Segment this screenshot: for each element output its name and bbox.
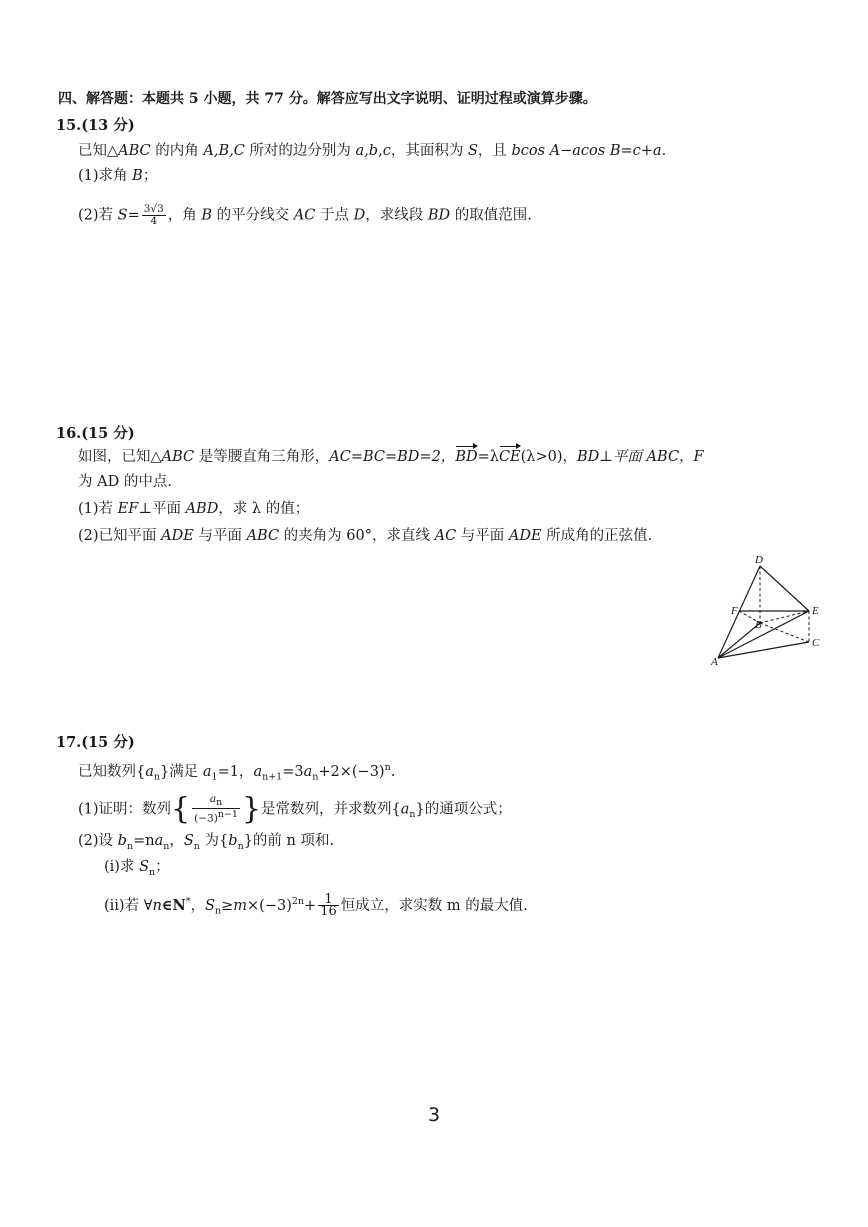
edge-de xyxy=(760,566,809,611)
q17-pii-m: m xyxy=(233,897,248,914)
q17-stem-an1-sub: n+1 xyxy=(262,771,283,783)
q16-vector-ce: CE xyxy=(498,449,521,465)
q15-p2-bd: BD xyxy=(427,207,451,224)
q16-part1 xyxy=(78,500,309,518)
q17-stem-eq3: +2×(−3) xyxy=(318,763,385,780)
q17-pii-end: 恒成立，求实数 m 的最大值. xyxy=(340,897,528,914)
q16-stem1-abc: ABC xyxy=(161,449,195,465)
q15-stem-sides: a,b,c xyxy=(355,143,391,159)
q15-stem-angles: A,B,C xyxy=(203,143,245,159)
q16-p1-mid: ⊥平面 xyxy=(138,501,186,517)
q17-p2-bn: b xyxy=(117,833,127,849)
q17-pi-prefix: (i)求 xyxy=(104,859,140,875)
q17-p1-mid: 是常数列，并求数列{ xyxy=(261,801,401,818)
q15-stem-s: S xyxy=(467,143,478,159)
q17-p1-frac-num-a: a xyxy=(209,793,217,805)
q17-pii-prefix: (ii)若 ∀ xyxy=(104,897,153,914)
edge-ab xyxy=(718,623,760,658)
q17-stem-an-sub: n xyxy=(153,771,161,783)
q16-header: 16.(15 分) xyxy=(56,425,135,442)
q15-p2-ac: AC xyxy=(293,207,316,224)
q17-pii-frac-num: 1 xyxy=(318,894,339,906)
q17-p1-an: a xyxy=(400,801,410,818)
q17-pii-times: ×(−3) xyxy=(247,897,292,914)
q17-p1-frac-den-base: (−3) xyxy=(194,812,218,825)
q15-stem-mid4: ，且 xyxy=(477,143,512,159)
page-number: 3 xyxy=(427,1104,441,1126)
q16-p1-prefix: (1)若 xyxy=(78,501,118,517)
q15-p2-frac-den: 4 xyxy=(150,215,158,227)
q15-part1 xyxy=(78,167,157,185)
q16-stem1-eq2: =λ xyxy=(477,449,499,465)
q17-p1-end: }的通项公式； xyxy=(415,801,512,818)
q16-stem2-end: 为 AD 的中点. xyxy=(78,474,172,490)
q17-p1-an-sub: n xyxy=(409,809,416,821)
q15-p1-end: ； xyxy=(142,168,158,184)
q15-p2-prefix: (2)若 xyxy=(78,207,118,224)
q15-stem-mid3: ，其面积为 xyxy=(390,143,468,159)
q16-p2-ade2: ADE xyxy=(508,528,542,544)
q17-p2-eq: =n xyxy=(133,833,155,849)
q15-p2-s: S= xyxy=(117,207,140,224)
q17-pii-sn-sub: n xyxy=(214,905,222,917)
q17-stem-prefix: 已知数列{ xyxy=(78,763,146,780)
q17-p2-bn-sub: n xyxy=(126,840,134,852)
q16-geometry-figure xyxy=(705,550,835,670)
q15-p2-frac-num: 3√3 xyxy=(143,203,164,215)
q16-stem1-eq: AC=BC=BD=2， xyxy=(329,449,456,465)
q16-p1-end: ，求 λ 的值； xyxy=(218,501,310,517)
q16-stem1-prefix: 如图，已知△ xyxy=(78,449,162,465)
q16-p1-ef: EF xyxy=(117,501,139,517)
q15-stem-eq: bcos A−acos B=c+a xyxy=(511,143,662,159)
q17-stem-a1-sub: 1 xyxy=(211,771,218,783)
label-f: F xyxy=(731,605,738,617)
q15-p2-d: D xyxy=(353,207,366,224)
q17-pii-n: n xyxy=(152,897,162,914)
label-e: E xyxy=(812,605,819,617)
q15-stem-mid2: 所对的边分别为 xyxy=(244,143,356,159)
q15-stem-end: . xyxy=(661,143,667,159)
q17-pii-in: ∈N xyxy=(161,896,186,914)
q17-stem-an1: a xyxy=(253,763,263,780)
q17-p1-prefix: (1)证明：数列 xyxy=(78,801,172,818)
q16-part2 xyxy=(78,527,652,545)
label-a: A xyxy=(711,656,718,668)
q17-stem-pow: n xyxy=(384,762,391,773)
q17-stem-end: . xyxy=(390,763,396,780)
q15-p2-fraction xyxy=(142,204,166,227)
q17-p1-fraction xyxy=(192,794,240,825)
q17-pii-sep: ， xyxy=(190,897,206,914)
q15-p2-mid2: 的平分线交 xyxy=(212,207,294,224)
q17-stem-an: a xyxy=(145,763,154,780)
q16-stem-line1 xyxy=(78,448,704,466)
q17-pii-plus: + xyxy=(304,897,317,914)
q17-header: 17.(15 分) xyxy=(56,734,135,751)
q15-part2 xyxy=(78,204,532,227)
q16-stem1-mid: 是等腰直角三角形， xyxy=(194,449,330,465)
q17-pi-end: ； xyxy=(155,859,170,875)
q17-p1-frac-den-sup: n−1 xyxy=(217,809,238,821)
label-c: C xyxy=(812,637,820,649)
q15-p2-mid3: 于点 xyxy=(315,207,354,224)
q15-p2-b: B xyxy=(201,207,213,224)
q16-p2-abc: ABC xyxy=(246,528,280,544)
edge-ac xyxy=(718,642,809,658)
q16-p2-mid: 与平面 xyxy=(193,528,247,544)
label-d: D xyxy=(755,554,763,566)
q17-p1-frac-num-sub: n xyxy=(216,797,223,809)
q16-p2-end: 所成角的正弦值. xyxy=(541,528,653,544)
q16-stem1-f: ，F xyxy=(679,449,704,465)
q17-p2-sn: S xyxy=(183,833,194,849)
q16-p2-prefix: (2)已知平面 xyxy=(78,528,162,544)
q15-stem-mid: 的内角 xyxy=(150,143,204,159)
q16-p2-ac: AC xyxy=(434,528,457,544)
q17-p2-an: a xyxy=(154,833,164,849)
q16-stem1-cond: (λ>0)， xyxy=(520,449,578,465)
q15-p2-end: 的取值范围. xyxy=(450,207,532,224)
q16-p1-abd: ABD xyxy=(185,501,219,517)
q15-p2-mid: ，角 xyxy=(167,207,202,224)
q17-p1-frac-den xyxy=(192,809,240,825)
q17-part2 xyxy=(78,832,334,856)
q17-stem xyxy=(78,759,395,787)
q17-pii-star: * xyxy=(185,896,191,907)
q17-stem-an2: a xyxy=(303,763,313,780)
q17-pii-fraction xyxy=(318,892,339,920)
q17-stem-eq2: =3 xyxy=(282,763,304,780)
q15-stem-prefix: 已知△ xyxy=(78,143,119,159)
q15-p1-prefix: (1)求角 xyxy=(78,168,133,184)
q17-stem-an2-sub: n xyxy=(312,771,319,783)
q17-stem-mid: }满足 xyxy=(160,763,203,780)
q17-stem-eq1: =1， xyxy=(217,763,254,780)
section-heading: 四、解答题：本题共 5 小题，共 77 分。解答应写出文字说明、证明过程或演算步骤。 xyxy=(58,91,597,107)
q17-p2-bn2-sub: n xyxy=(237,840,244,852)
q17-p2-mid2: 为{ xyxy=(199,833,229,849)
edge-ae xyxy=(718,611,809,658)
q17-part2-ii xyxy=(104,893,528,921)
q16-p2-mid2: 的夹角为 60°，求直线 xyxy=(279,528,435,544)
q17-p1-frac-num xyxy=(192,794,240,809)
q16-p2-mid3: 与平面 xyxy=(456,528,509,544)
left-brace: { xyxy=(171,791,191,827)
q17-pii-frac-den: 16 xyxy=(320,904,337,920)
q15-stem xyxy=(78,142,666,160)
q16-stem1-perp: BD⊥平面 xyxy=(577,449,647,465)
q17-p2-end: }的前 n 项和. xyxy=(243,833,335,849)
q17-p2-sn-sub: n xyxy=(193,840,200,852)
q15-p2-mid4: ，求线段 xyxy=(365,207,428,224)
edge-be-hidden xyxy=(760,611,809,623)
q17-part2-i xyxy=(104,858,170,882)
q17-p2-mid: ， xyxy=(169,833,184,849)
q17-p2-an-sub: n xyxy=(163,840,170,852)
q17-pii-sn: S xyxy=(205,897,215,914)
q17-p2-bn2: b xyxy=(228,833,238,849)
q17-pi-sn: S xyxy=(139,859,149,875)
q15-stem-abc: ABC xyxy=(118,143,151,159)
right-brace: } xyxy=(241,791,262,827)
q17-pii-ge: ≥ xyxy=(221,897,234,914)
q16-stem-line2 xyxy=(78,473,172,491)
q17-pii-pow: 2n xyxy=(291,896,305,907)
q16-vector-bd: BD xyxy=(455,449,478,465)
label-b: B xyxy=(755,619,762,631)
edge-da xyxy=(718,566,760,658)
q15-header: 15.(13 分) xyxy=(56,117,135,134)
q17-stem-a1: a xyxy=(202,763,212,780)
q17-pi-sn-sub: n xyxy=(149,866,156,878)
q15-p1-var: B xyxy=(132,168,143,184)
q16-stem1-plane: ABC xyxy=(646,449,680,465)
q17-p2-prefix: (2)设 xyxy=(78,833,118,849)
q17-part1 xyxy=(78,791,512,827)
q16-p2-ade: ADE xyxy=(161,528,194,544)
